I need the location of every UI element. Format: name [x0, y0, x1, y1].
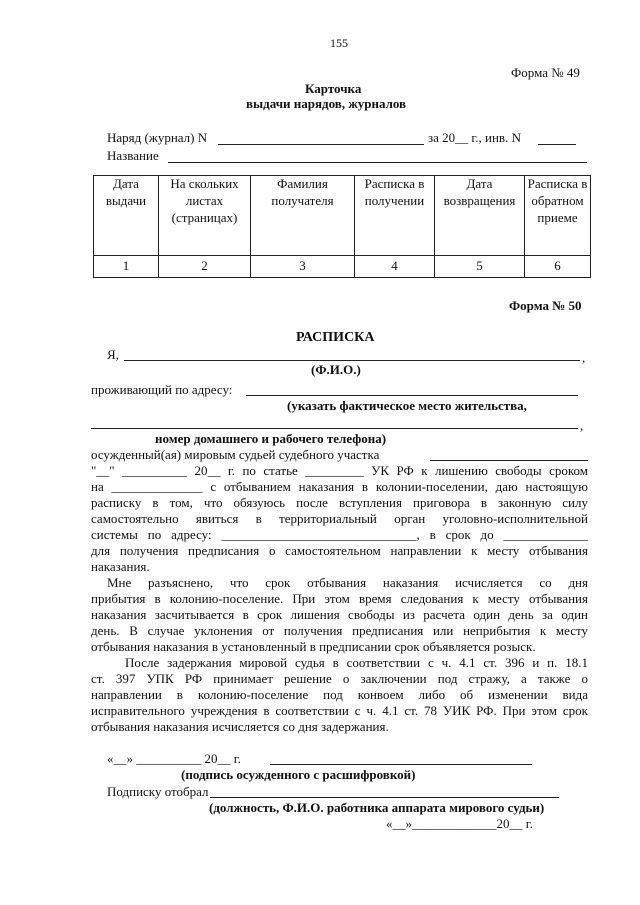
- inventory-number-line: [538, 144, 576, 145]
- signing-date: «__» __________ 20__ г.: [107, 751, 241, 766]
- body-paragraph-3-end: отбывания наказания исчисляется со дня задержания.: [91, 719, 389, 734]
- address-line: [246, 395, 578, 396]
- header-sheets: На скольких листах (страницах): [159, 176, 251, 256]
- column-number: 1: [94, 256, 159, 278]
- body-paragraph-1-end: наказания.: [91, 559, 150, 574]
- receipt-title: РАСПИСКА: [296, 330, 375, 345]
- sentence-date-line: "__" __________ 20__ г. по статье _________ УК РФ к лишению свободы сроком: [91, 463, 588, 478]
- body-paragraph-2-line: наказания засчитывается в срок лишения свободы из расчета один день за один: [91, 607, 588, 622]
- body-paragraph-1-line: для получения предписания о самостоятельном направлении к месту отбывания: [91, 543, 588, 558]
- body-paragraph-1-line: самостоятельно явиться в территориальный орган уголовно-исполнительной: [91, 511, 588, 526]
- naryad-number-line: [218, 144, 424, 145]
- body-paragraph-3-line: ст. 397 УПК РФ принимает решение о заключении под стражу, а также о: [91, 671, 588, 686]
- card-subtitle: выдачи нарядов, журналов: [246, 96, 407, 111]
- body-paragraph-1-line: системы по адресу: ______________________________, в срок до _____________: [91, 527, 588, 542]
- address-label: проживающий по адресу:: [91, 382, 233, 397]
- address-hint: (указать фактическое место жительства,: [287, 398, 527, 413]
- za-label: за 20__ г., инв. N: [428, 130, 521, 145]
- body-paragraph-2-end: отбывания наказания в установленный в предписании срок объявляется розыск.: [91, 639, 536, 654]
- accepted-label: Подписку отобрал: [107, 784, 209, 799]
- court-district-line: [430, 460, 588, 461]
- address-line-2: [91, 428, 578, 429]
- acceptance-date: «__»_____________20__ г.: [386, 816, 533, 831]
- signature-hint: (подпись осужденного с расшифровкой): [181, 767, 416, 782]
- body-paragraph-3-line: После задержания мировой судья в соответствии с ч. 4.1 ст. 396 и п. 18.1: [125, 655, 588, 670]
- ya-label: Я,: [107, 347, 119, 362]
- issue-table: [93, 175, 591, 278]
- header-receipt: Расписка в получении: [355, 176, 435, 256]
- position-hint: (должность, Ф.И.О. работника аппарата мирового судьи): [209, 800, 545, 815]
- column-number: 2: [159, 256, 251, 278]
- fio-line: [124, 360, 580, 361]
- signature-line: [270, 764, 532, 765]
- address-comma: ,: [580, 418, 584, 433]
- sentence-term-line: на ______________ с отбыванием наказания в колонии-поселении, даю настоящую: [91, 479, 588, 494]
- fio-hint: (Ф.И.О.): [311, 362, 361, 377]
- body-paragraph-3-line: исправительного учреждения в соответствии с ч. 4.1 ст. 78 УИК РФ. При этом срок: [91, 703, 588, 718]
- column-number: 4: [355, 256, 435, 278]
- page-number: 155: [330, 36, 348, 50]
- body-paragraph-1-line: расписку в том, что обязуюсь после вступления приговора в законную силу: [91, 495, 588, 510]
- fio-comma: ,: [582, 350, 586, 365]
- phone-hint: номер домашнего и рабочего телефона): [155, 431, 387, 446]
- name-line: [168, 162, 587, 163]
- header-issue-date: Дата выдачи: [94, 176, 159, 256]
- header-return-date: Дата возвращения: [435, 176, 525, 256]
- column-number: 5: [435, 256, 525, 278]
- body-paragraph-3-line: направлении в колонию-поселение под конвоем либо об изменении вида: [91, 687, 588, 702]
- column-number: 6: [525, 256, 591, 278]
- header-recipient: Фамилия получателя: [251, 176, 355, 256]
- card-title: Карточка: [305, 81, 362, 96]
- column-number: 3: [251, 256, 355, 278]
- naryad-label: Наряд (журнал) N: [107, 130, 208, 145]
- name-label: Название: [107, 148, 159, 163]
- header-return-receipt: Расписка в обратном приеме: [525, 176, 591, 256]
- form-50-label: Форма № 50: [509, 298, 582, 313]
- form-49-label: Форма № 49: [511, 65, 580, 80]
- body-paragraph-2-line: день. В случае уклонения от получения предписания или неприбытия к месту: [91, 623, 588, 638]
- accepted-by-line: [210, 797, 559, 798]
- body-paragraph-2-line: прибытия в колонию-поселение. При этом время следования к месту отбывания: [91, 591, 588, 606]
- body-paragraph-2-line: Мне разъяснено, что срок отбывания наказания исчисляется со дня: [107, 575, 588, 590]
- convicted-label: осужденный(ая) мировым судьей судебного участка: [91, 447, 380, 462]
